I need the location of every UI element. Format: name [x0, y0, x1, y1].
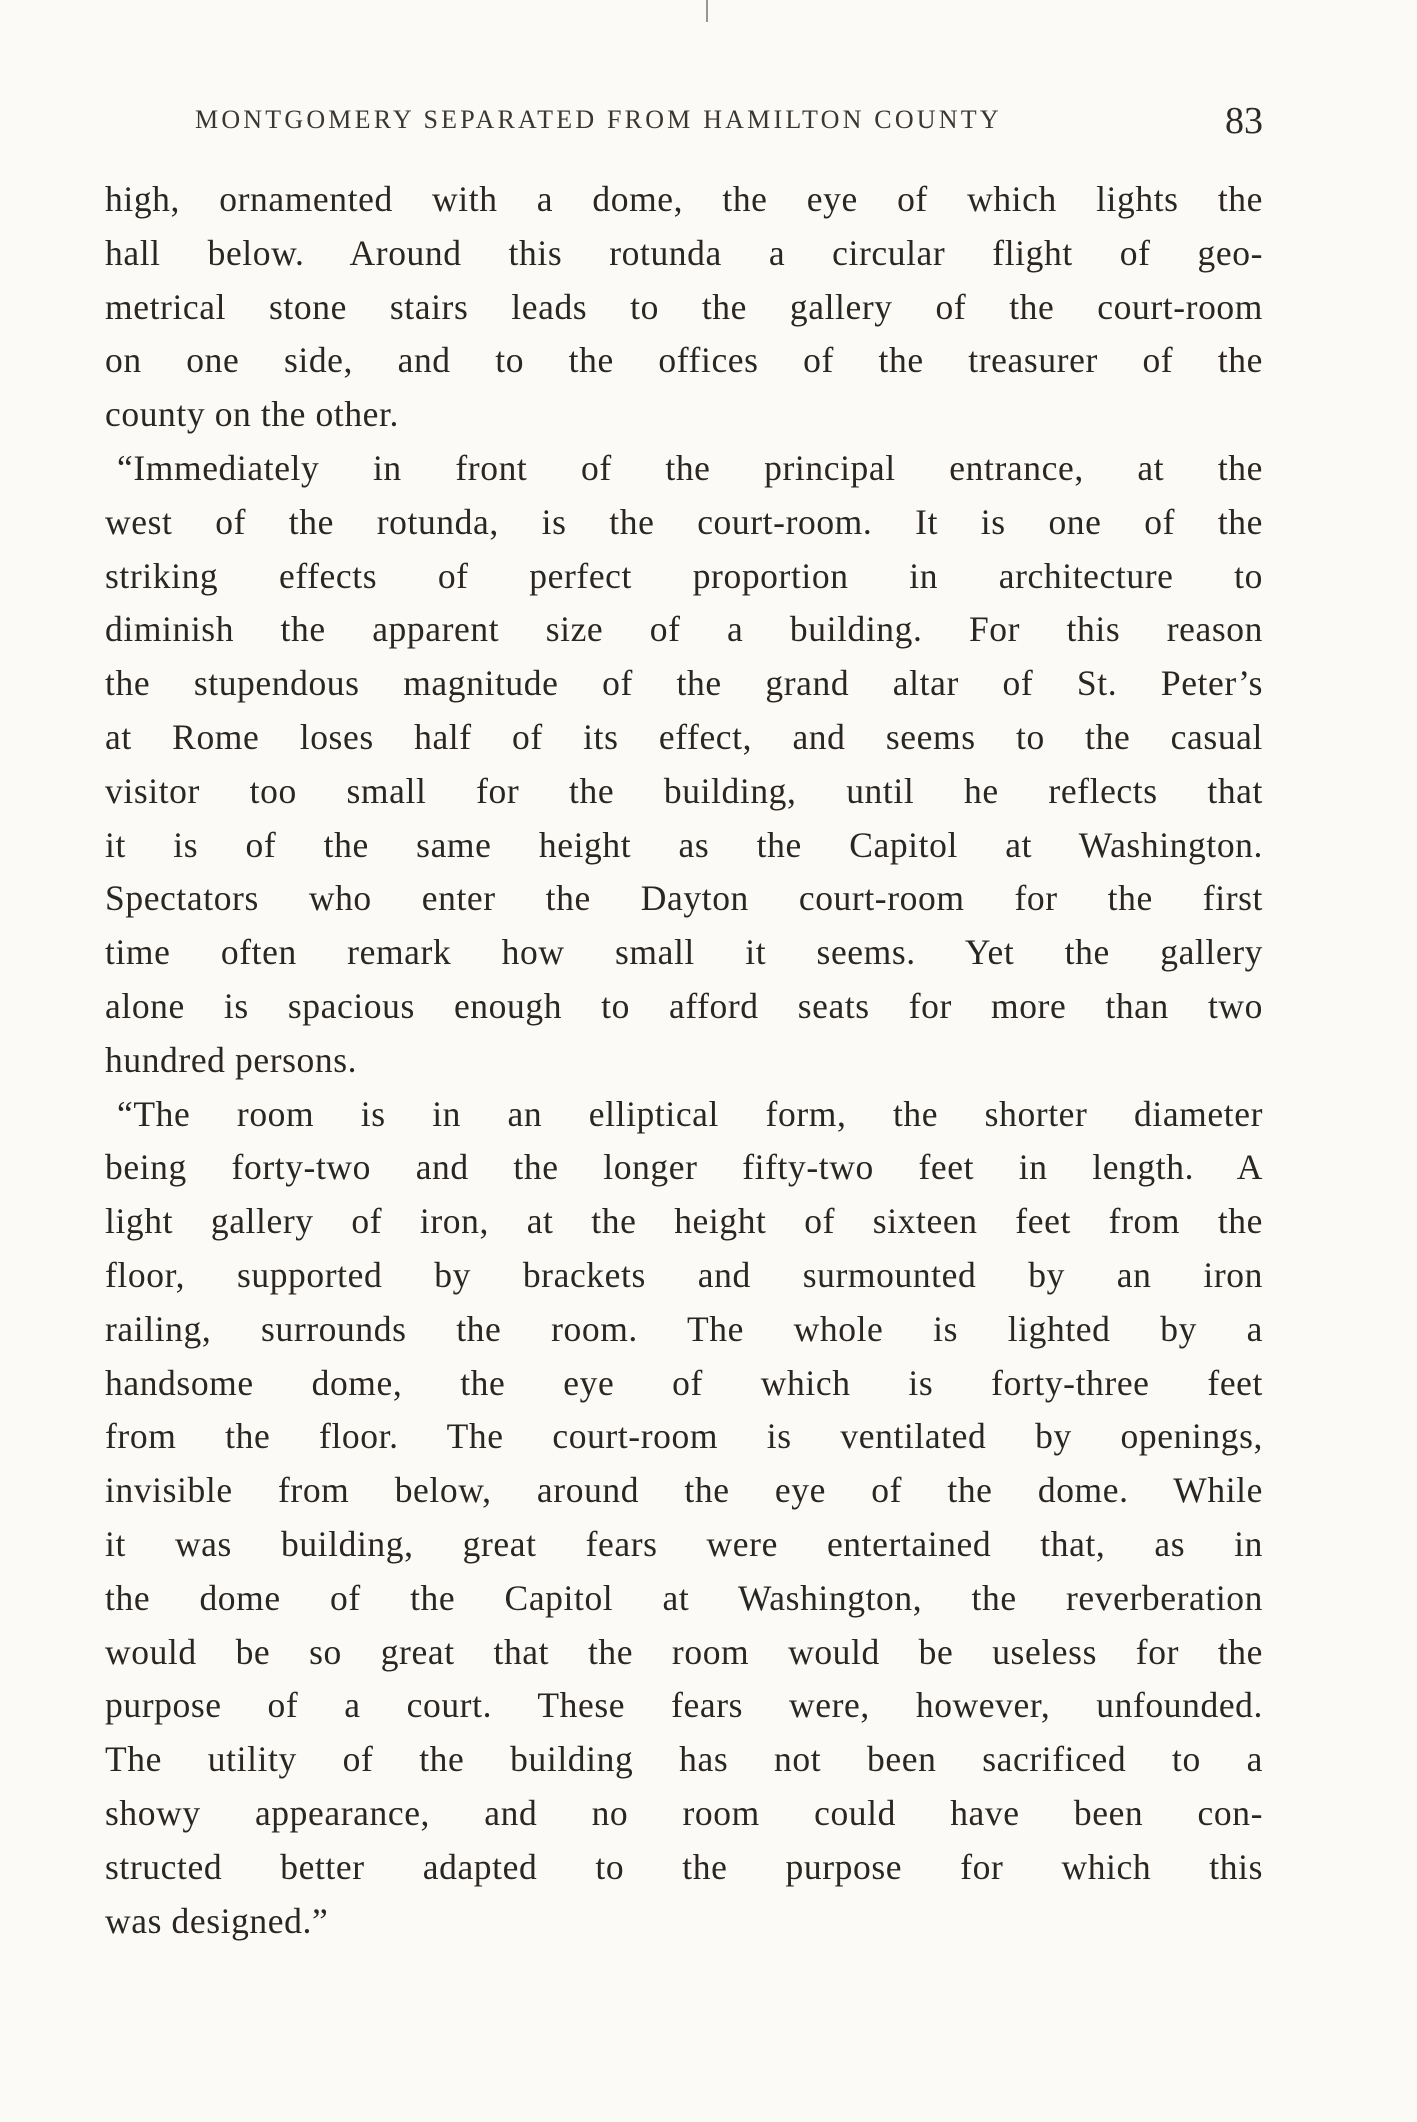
text-line: was designed.” [105, 1900, 329, 1941]
text-line: alone is spacious enough to afford seats for more than two [105, 985, 1263, 1026]
text-line: The utility of the building has not been sacrificed to a [105, 1739, 1263, 1780]
text-line: structed better adapted to the purpose for which this [105, 1846, 1263, 1887]
text-line: Spectators who enter the Dayton court-room for the first [105, 878, 1263, 919]
text-line: time often remark how small it seems. Yet the gallery [105, 932, 1263, 973]
running-head [105, 101, 1263, 145]
text-line: it is of the same height as the Capitol at Washington. [105, 824, 1263, 865]
text-line: west of the rotunda, is the court-room. It is one of the [105, 501, 1263, 542]
text-line: “The room is in an elliptical form, the shorter diameter [117, 1093, 1263, 1134]
text-line: county on the other. [105, 394, 399, 435]
text-line: handsome dome, the eye of which is forty-three feet [105, 1362, 1263, 1403]
text-line: hall below. Around this rotunda a circular flight of geo- [105, 232, 1263, 273]
text-line: on one side, and to the offices of the treasurer of the [105, 340, 1263, 381]
text-line: railing, surrounds the room. The whole is lighted by a [105, 1308, 1263, 1349]
gutter-mark [706, 0, 708, 22]
page-number: 83 [1225, 100, 1263, 142]
text-line: being forty-two and the longer fifty-two feet in length. A [105, 1147, 1263, 1188]
text-line: it was building, great fears were entertained that, as in [105, 1523, 1263, 1564]
text-line: at Rome loses half of its effect, and seems to the casual [105, 716, 1263, 757]
text-line: would be so great that the room would be useless for the [105, 1631, 1263, 1672]
text-line: metrical stone stairs leads to the gallery of the court-room [105, 286, 1263, 327]
text-line: invisible from below, around the eye of the dome. While [105, 1470, 1263, 1511]
text-line: high, ornamented with a dome, the eye of which lights the [105, 179, 1263, 219]
text-line: hundred persons. [105, 1039, 358, 1080]
running-head-title: MONTGOMERY SEPARATED FROM HAMILTON COUNTY [195, 105, 1002, 134]
text-line: “Immediately in front of the principal entrance, at the [117, 447, 1263, 488]
text-line: striking effects of perfect proportion in architecture to [105, 555, 1263, 596]
text-line: purpose of a court. These fears were, however, unfounded. [105, 1685, 1263, 1726]
text-line: the dome of the Capitol at Washington, the reverberation [105, 1577, 1263, 1618]
text-line: from the floor. The court-room is ventilated by openings, [105, 1416, 1263, 1457]
text-line: showy appearance, and no room could have been con- [105, 1792, 1263, 1833]
text-line: light gallery of iron, at the height of sixteen feet from the [105, 1201, 1263, 1242]
text-line: the stupendous magnitude of the grand altar of St. Peter’s [105, 663, 1263, 704]
body-text [105, 173, 1263, 1948]
text-line: diminish the apparent size of a building. For this reason [105, 609, 1263, 650]
text-line: floor, supported by brackets and surmounted by an iron [105, 1254, 1263, 1295]
text-line: visitor too small for the building, until he reflects that [105, 770, 1263, 811]
